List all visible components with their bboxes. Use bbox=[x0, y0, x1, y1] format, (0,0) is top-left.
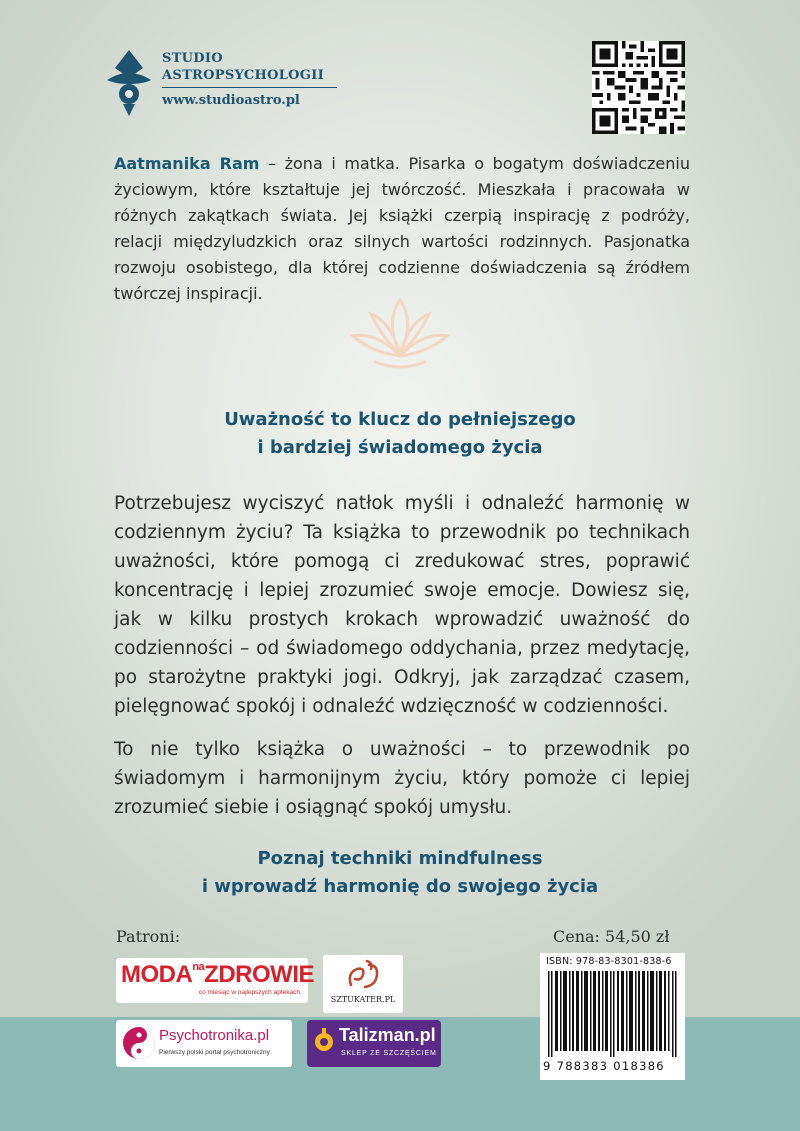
moda-tagline: co miesiąc w najlepszych aptekach bbox=[198, 989, 300, 996]
psychotronika-name: Psychotronika.pl bbox=[159, 1027, 270, 1044]
barcode-bars bbox=[548, 971, 678, 1057]
headline-2-line2: i wprowadź harmonię do swojego życia bbox=[201, 876, 599, 897]
sztukater-name: SZTUKATER.PL bbox=[330, 995, 396, 1004]
author-bio-text: – żona i matka. Pisarka o bogatym doświadczeniu życiowym, które kształtuje jej twórczość. Mieszkała i pracowała w różnych zakątkach świata. Jej książki czerpią inspirację z podróży, relacji międzyludzkich oraz silnych wartości rodzinnych. Pasjonatka rozwoju osobistego, dla której codzienne doświadczenia są źródłem twórczej inspiracji. bbox=[114, 154, 691, 303]
headline-1-line1: Uważność to klucz do pełniejszego bbox=[224, 409, 576, 430]
barcode-digits: 9 788383 018386 bbox=[543, 1059, 665, 1073]
description-paragraph-2: To nie tylko książka o uważności – to przewodnik po świadomym i harmonijnym życiu, który pomoże ci lepiej zrozumieć siebie i osiągnąć spokój umysłu. bbox=[114, 739, 690, 818]
qr-code bbox=[592, 41, 685, 134]
lotus-ornament-icon bbox=[345, 292, 455, 382]
moda-zdrowie-word: ZDROWIE bbox=[204, 961, 314, 988]
sztukater-ornament-icon bbox=[343, 959, 383, 991]
moda-na-zdrowie-logo bbox=[116, 958, 314, 1003]
talizman-logo bbox=[307, 1020, 441, 1067]
price-label: Cena: 54,50 zł bbox=[553, 927, 670, 946]
headline-1 bbox=[100, 406, 700, 462]
psychotronika-logo bbox=[116, 1020, 292, 1067]
moda-word: MODA bbox=[121, 961, 193, 988]
moda-na-word: na bbox=[192, 961, 205, 973]
psychotronika-tagline: Pierwszy polski portal psychotroniczny bbox=[159, 1049, 270, 1056]
patrons-label: Patroni: bbox=[116, 927, 181, 946]
headline-1-line2: i bardziej świadomego życia bbox=[257, 437, 543, 458]
isbn-barcode bbox=[540, 953, 685, 1080]
talizman-name: Talizman.pl bbox=[339, 1025, 436, 1045]
headline-2 bbox=[100, 845, 700, 901]
yin-yang-icon bbox=[122, 1026, 156, 1060]
isbn-number: ISBN: 978-83-8301-838-6 bbox=[546, 956, 672, 967]
headline-2-line1: Poznaj techniki mindfulness bbox=[257, 848, 543, 869]
description-paragraph-1: Potrzebujesz wyciszyć natłok myśli i odnaleźć harmonię w codziennym życiu? Ta książka to przewodnik po technikach uważności, które pomogą ci zredukować stres, poprawić koncentrację i lepiej zrozumieć swoje emocje. Dowiesz się, jak w kilku prostych krokach wprowadzić uważność do codzienności – od świadomego oddychania, przez medytację, po starożytne praktyki jogi. Odkryj, jak zarządzać czasem, pielęgnować spokój i odnaleźć wdzięczność w codzienności. bbox=[114, 493, 690, 717]
publisher-emblem-icon bbox=[103, 48, 155, 118]
author-bio bbox=[114, 151, 690, 307]
talizman-tagline: SKLEP ZE SZCZĘŚCIEM bbox=[341, 1050, 437, 1057]
author-name: Aatmanika Ram bbox=[114, 154, 260, 173]
publisher-logo bbox=[103, 45, 363, 125]
talizman-amulet-icon bbox=[313, 1028, 335, 1056]
publisher-name-line2: ASTROPSYCHOLOGII bbox=[162, 68, 324, 83]
publisher-url: www.studioastro.pl bbox=[162, 93, 300, 108]
publisher-divider bbox=[162, 87, 337, 88]
sztukater-logo bbox=[323, 955, 403, 1013]
publisher-name-line1: STUDIO bbox=[162, 51, 223, 66]
